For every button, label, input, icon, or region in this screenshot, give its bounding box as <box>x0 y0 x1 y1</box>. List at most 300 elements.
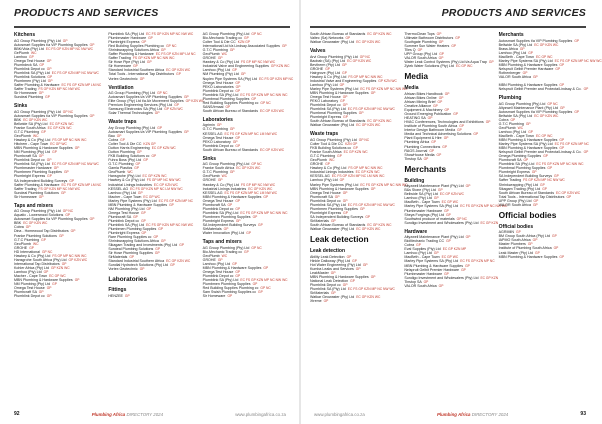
region-codes: GP <box>251 96 257 101</box>
company-entry <box>310 299 397 303</box>
company-name: Institute of Plumbing South Africa <box>404 124 458 129</box>
company-name: Plumbmal Plumbing Supplies <box>202 96 250 101</box>
company-entry <box>203 294 290 298</box>
company-name: MBN Plumbing & Hardware Supplies <box>404 263 464 268</box>
company-name: Altyzwell Maintenance Plant (Pty) Ltd <box>404 235 464 240</box>
company-name: NM Plumbing (Pty) Ltd <box>202 72 239 77</box>
region-codes: GP <box>252 214 258 219</box>
company-name: KESSEL AG <box>202 190 223 195</box>
region-codes: GP <box>47 78 53 83</box>
region-codes: GP <box>554 174 559 179</box>
company-name: Sundeal Plumbing <box>14 95 44 100</box>
company-name: Plumblink SA (Pty) Ltd <box>14 162 50 167</box>
company-name: Cobra <box>14 225 24 230</box>
region-codes: GP <box>38 194 44 199</box>
company-name: Autosmart Supplies t/a VIP Plumbing Supplies <box>14 217 88 222</box>
region-codes: EC GP KZN WC <box>260 147 285 152</box>
company-name: Marley Pipe Systems SA (Pty) Ltd <box>498 142 553 147</box>
region-codes: GP <box>433 196 439 201</box>
company-name: Omega Test House <box>202 80 234 85</box>
region-codes: GP <box>444 108 450 113</box>
company-name: Sir Hose Plumbing Supplies <box>108 251 153 256</box>
company-name: UPP Group (Pty) Ltd <box>498 198 532 203</box>
company-name: Macher - Cape Town <box>14 273 48 278</box>
website-url[interactable]: www.plumbingafrica.co.za <box>235 411 286 417</box>
region-codes: GP <box>141 210 146 215</box>
company-name: Plumbmen Plumbing Supplies <box>202 214 251 219</box>
region-codes: GP <box>263 265 269 270</box>
company-name: GROHE <box>14 245 28 250</box>
company-name: Dina - Homewood Tap Distributors <box>14 229 69 234</box>
category-heading: Media <box>404 85 419 92</box>
category-heading: Laboratories <box>202 116 233 123</box>
region-codes: GP <box>116 133 122 138</box>
region-codes: GP <box>47 74 53 79</box>
category-heading: Taps and mixers <box>202 239 242 246</box>
page-footer <box>14 410 286 418</box>
region-codes: WC <box>32 133 39 138</box>
region-codes: GP <box>62 38 68 43</box>
company-name: Sundial Hydrotech Solutions (Pty) Ltd <box>108 263 169 268</box>
region-codes: GP KZN WC <box>50 265 70 270</box>
company-name: Water Innovation (Pty) Ltd <box>202 231 245 236</box>
company-name: MBN Plumbing & Hardware Supplies <box>498 146 558 151</box>
category-section <box>498 82 589 92</box>
region-codes: GP <box>359 206 365 211</box>
region-codes: GP <box>339 82 345 87</box>
region-codes: GP <box>137 190 143 195</box>
region-codes: GP <box>176 72 181 77</box>
company-name: Creative Alliance <box>404 104 432 109</box>
region-codes: GP <box>146 206 152 211</box>
region-codes: EC GP KZN WC <box>347 58 372 63</box>
company-name: Plumblink SA (Pty) Ltd <box>14 70 50 75</box>
company-name: Shrinkwrapping Solutions Africa <box>108 239 159 244</box>
company-name: Plumbmaster Hardware <box>404 208 443 213</box>
company-name: National Leak Detection <box>310 278 349 283</box>
region-codes: FS GP KZN MP NC NW WC <box>38 186 81 191</box>
category-section <box>14 32 101 99</box>
region-codes: GP NC <box>157 91 168 96</box>
company-name: Macher - Cape Town <box>108 194 142 199</box>
company-entry <box>203 148 290 152</box>
company-name: MBN Plumbing & Hardware Supplies <box>202 265 262 270</box>
company-name: VALOR South Africa <box>404 283 437 288</box>
company-name: KESSEL AG <box>202 131 223 136</box>
category-heading: Fittings <box>108 287 127 294</box>
company-name: Plumblink SA (Pty) Ltd <box>498 162 535 167</box>
company-name: VALOR South Africa <box>404 56 437 61</box>
region-codes: GP <box>43 269 49 274</box>
company-name: AG Group Plumbing (Pty) Ltd <box>14 38 61 43</box>
region-codes: GP <box>89 42 95 47</box>
company-name: South African Bureau of Standards <box>310 119 366 124</box>
company-name: Plumblink SA (Pty) Ltd <box>108 32 145 36</box>
company-name: Hairgrove (Pty) Ltd <box>310 70 341 75</box>
region-codes: GP <box>542 186 547 191</box>
region-codes: EC FS GP KZN MP NC LM NW WC <box>224 131 278 136</box>
region-codes: EC FS GP KZN MP LM NC <box>61 182 102 187</box>
region-codes: GP NC <box>456 216 468 221</box>
region-codes: GP <box>439 52 444 57</box>
region-codes: GP <box>133 64 138 69</box>
region-codes: GP <box>232 261 237 266</box>
region-codes: EC FS GP KZN MP NC NW WC <box>146 32 194 36</box>
company-name: International Ltd t/a Lindsay Associated Supplies <box>202 44 280 49</box>
company-name: Industrial Linings Industries <box>202 186 247 191</box>
region-codes: GP <box>47 174 52 179</box>
company-name: Plumbmal Plumbing Supplies <box>310 111 357 116</box>
company-name: Institute of Plumbing South Africa <box>498 246 552 251</box>
region-codes: GP <box>46 58 52 63</box>
region-codes: GP <box>459 124 465 129</box>
region-codes: GP <box>559 82 565 87</box>
company-name: Sir Homeware <box>108 64 132 69</box>
region-codes: WC <box>221 253 228 258</box>
company-name: Bevtherm (Pty) Ltd <box>310 62 340 67</box>
company-name: SirMaterials <box>108 255 128 260</box>
company-name: Plumbmaster Hardware <box>14 166 52 171</box>
region-codes: GP <box>52 282 57 287</box>
region-codes: GP <box>453 112 459 117</box>
company-name: AG Group Plumbing (Pty) Ltd <box>14 109 61 114</box>
region-codes: GP <box>227 202 233 207</box>
company-name: Omega Test House <box>14 286 45 291</box>
company-name: Watkar Geowaster (Pty) Ltd <box>310 40 355 45</box>
region-codes: GP NC <box>251 32 262 36</box>
region-codes: GP <box>559 137 565 142</box>
company-name: Plant Equipment & Hire <box>404 136 442 141</box>
company-name: Altyzwell Maintenance Plant (Pty) Ltd <box>404 184 464 189</box>
company-name: Bellwide SA (Pty) Ltd <box>498 42 533 47</box>
category-section <box>108 276 195 284</box>
region-codes: GP <box>74 146 80 151</box>
company-name: MBN Plumbing & Hardware Supplies <box>108 202 168 207</box>
category-section <box>499 224 586 259</box>
company-name: ThermoClean Tops <box>404 32 435 36</box>
region-codes: EC GP KZN WC <box>151 146 176 151</box>
category-section <box>404 165 491 174</box>
company-name: Sir Homeware <box>202 294 226 299</box>
region-codes: GP <box>427 116 433 121</box>
company-name: Plumblink SA (Pty) Ltd <box>310 107 346 112</box>
company-name: NM Plumbing (Pty) Ltd <box>14 150 51 155</box>
region-codes: GP <box>444 91 450 96</box>
company-name: Plumblink Depot cc <box>202 88 234 93</box>
region-codes: EC GP WC <box>441 200 459 205</box>
region-codes: FS GP MP NC NW WC <box>348 166 383 171</box>
category-section <box>498 95 589 207</box>
website-url[interactable]: www.plumbingafrica.co.za <box>314 411 365 417</box>
company-name: Hinkle Dalloway (Pty) Ltd <box>310 258 351 263</box>
region-codes: GP <box>438 95 444 100</box>
region-codes: EC GP KZN WC <box>356 227 381 232</box>
company-name: GeoPlumb <box>310 158 327 163</box>
company-name: Vortex Geotechnic <box>108 267 138 272</box>
region-codes: GP <box>543 154 548 159</box>
region-codes: GP <box>527 242 533 247</box>
company-name: Elite Group (Pty) Ltd t/a Air Movement Supplies <box>108 99 184 104</box>
company-name: Omega Test House <box>108 210 140 215</box>
company-name: Leak Master (Pty) Ltd <box>498 250 534 255</box>
region-codes: EC FS GP KZN MP LM NC <box>155 52 196 57</box>
region-codes: GP <box>555 66 561 71</box>
company-name: South African Bureau of Standards <box>498 190 554 195</box>
region-codes: GP <box>29 54 34 59</box>
region-codes: GP <box>438 56 444 61</box>
company-name: GeoPlumb <box>202 52 220 57</box>
company-name: G.T.C Plumbing <box>498 121 524 126</box>
company-name: Lamhoo (Pty) Ltd <box>14 269 42 274</box>
company-name: Autosmart Supplies t/a VIP Plumbing Supplies <box>498 109 573 114</box>
region-codes: GP <box>258 222 263 227</box>
region-codes: GP <box>583 150 589 155</box>
region-codes: FS GP MP NC NW WC <box>52 253 87 258</box>
company-name: Lamhoo (Pty) Ltd <box>310 82 338 87</box>
region-codes: GP <box>136 150 142 155</box>
company-name: Marley Pipe Systems SA (Pty) Ltd <box>404 204 459 209</box>
region-codes: WC <box>127 170 133 175</box>
company-name: HEATING SA <box>404 116 426 121</box>
company-name: Sikagam Trading and Investments (Pty) Ltd <box>108 243 178 248</box>
company-name: Samsung Electronics SA (Pty) Ltd <box>108 107 163 112</box>
company-name: Omega Test House <box>310 190 341 195</box>
company-name: Plumbmaster Hardware <box>108 36 147 41</box>
company-name: Colter Tool & Die CC <box>108 142 142 147</box>
region-codes: EC GP KZN WC <box>236 166 261 171</box>
region-codes: GP <box>148 36 153 41</box>
company-name: Omega Test House <box>310 95 341 100</box>
company-name: MBN Plumbing & Hardware Supplies <box>310 274 369 279</box>
region-codes: GP <box>346 254 352 259</box>
company-name: BBK <box>14 221 22 226</box>
company-name: UPP Group (Pty) Ltd <box>404 52 438 57</box>
listing-columns <box>310 28 602 404</box>
company-name: Equipment & Machinery <box>404 108 443 113</box>
company-name: Plumbmaster Hardware <box>404 271 443 276</box>
company-name: Dutton Plumbing <box>108 150 135 155</box>
region-codes: FS GP MP NC NW WC <box>52 138 87 143</box>
region-codes: GP <box>519 46 525 51</box>
region-codes: GP <box>240 72 246 77</box>
company-name: G.T.C Plumbing <box>202 127 228 132</box>
region-codes: FS GP MP NC NW WC <box>146 178 181 183</box>
category-section <box>203 156 290 235</box>
region-codes: EC FS GP KZN MP NC NW WC <box>554 58 602 63</box>
company-name: Plumblink SA (Pty) Ltd <box>202 92 239 97</box>
company-name: Rothenberger <box>498 70 521 75</box>
company-name: Plumblink Depot cc <box>14 66 45 71</box>
company-name: Interior Design Bathroom Media <box>404 128 456 133</box>
company-name: Kumba Leaks and Services <box>310 266 354 271</box>
company-name: Bellwide SA (Pty) Ltd <box>498 113 533 118</box>
region-codes: GP <box>235 84 241 89</box>
category-heading: Official bodies <box>498 223 534 230</box>
company-name: Sam Swish Plumbing Supplies cc <box>202 290 256 295</box>
region-codes: GP <box>325 162 330 167</box>
company-entry <box>108 267 195 271</box>
category-heading: Hardware <box>404 228 428 235</box>
region-codes: GP <box>353 146 358 151</box>
company-name: Marley Pipe Systems SA (Pty) Ltd <box>404 259 459 264</box>
category-heading: Sinks <box>14 103 28 110</box>
company-name: Cobra <box>108 137 119 142</box>
region-codes: GP <box>235 198 241 203</box>
company-name: HD International <box>14 249 40 254</box>
region-codes: GP <box>146 60 152 65</box>
company-name: FKB Building Solutions cc <box>310 146 352 151</box>
region-codes: EC GP KZN WC <box>355 170 380 175</box>
region-codes: GP <box>444 271 449 276</box>
company-name: MBN Plumbing & Hardware Supplies <box>498 62 558 67</box>
region-codes: GP KZN WC <box>164 107 183 112</box>
region-codes: GP <box>155 247 161 252</box>
region-codes: EC GP KZN WC <box>47 125 72 130</box>
company-name: African Bikes Handbook <box>404 91 443 96</box>
region-codes: GP <box>229 170 235 175</box>
region-codes: GP <box>528 50 533 55</box>
publication-name <box>437 412 508 417</box>
region-codes: GP <box>552 234 557 239</box>
company-name: Lamhoo (Pty) Ltd <box>108 190 136 195</box>
region-codes: EC GP WC <box>441 255 459 260</box>
region-codes: GP NC <box>62 109 74 114</box>
company-entry <box>203 109 290 113</box>
company-name: Eval Supplies (Pty) Ltd <box>404 247 441 252</box>
company-name: South African Bureau of Standards <box>202 108 258 113</box>
region-codes: EC GP KZN <box>480 220 499 225</box>
company-name: Plumbmen Plumbing Supplies <box>108 227 157 232</box>
region-codes: GP <box>535 250 540 255</box>
publication-edition: DIRECTORY 2024 <box>126 411 164 417</box>
region-codes: GP <box>423 156 429 161</box>
region-codes: EC FS GP KZN MP NC NW WC <box>146 222 194 227</box>
company-name: GROHE <box>202 56 216 61</box>
region-codes: GP <box>263 194 269 199</box>
region-codes: GP NC <box>359 54 371 59</box>
company-name: Hawkey & Co (Pty) Ltd <box>202 182 240 187</box>
region-codes: GP <box>342 95 348 100</box>
company-name: Nuplex Pipe Systems SA (Pty) Ltd <box>202 76 257 81</box>
region-codes: GP <box>38 290 44 295</box>
region-codes: GP <box>325 66 330 71</box>
region-codes: EC FS GP KZN MP NC <box>460 259 495 264</box>
company-name: Autosmart Supplies t/a VIP Plumbing Supplies <box>498 38 573 43</box>
company-name: MBN Plumbing & Hardware Supplies <box>202 194 262 199</box>
company-name: MBN Plumbing & Hardware Supplies <box>14 278 73 283</box>
region-codes: GP <box>436 152 442 157</box>
region-codes: EC GP KZN WC <box>166 259 191 264</box>
region-codes: GP <box>528 129 533 134</box>
company-name: Aquatic - Lowerwood Solutions <box>14 213 64 218</box>
company-name: Tiles Q <box>404 48 416 53</box>
region-codes: GP <box>174 103 180 108</box>
page-title: PRODUCTS AND SERVICES <box>14 7 159 19</box>
listing-column <box>498 32 602 404</box>
region-codes: FS GP MP NC NW WC <box>241 60 276 65</box>
company-name: Sundigo Investment and Wholesalers (Pty) Ltd <box>404 275 479 280</box>
region-codes: GP <box>461 267 466 272</box>
region-codes: WC <box>221 174 228 179</box>
company-name: Hitchem - Cape Town <box>14 142 49 147</box>
company-name: Lamhoo <box>14 54 27 59</box>
company-name: Master Plumbers <box>498 242 526 247</box>
region-codes: GP <box>216 123 222 128</box>
category-heading: Plumbing <box>498 95 522 102</box>
region-codes: EC GP KZN WC <box>556 190 581 195</box>
region-codes: GP <box>358 111 364 116</box>
region-codes: EC FS GP KZN MP NC LM NW WC <box>130 186 183 191</box>
company-name: GePlumb <box>14 50 29 55</box>
region-codes: GP <box>41 129 46 134</box>
company-name: Omega Test House <box>202 135 234 140</box>
company-name: Ground Emerging Publication <box>404 112 452 117</box>
company-name: Plumbmen Plumbing Supplies <box>202 282 251 287</box>
company-name: SANS/Irmaal <box>202 104 224 109</box>
region-codes: GP <box>343 210 348 215</box>
company-name: HENZEE <box>108 293 123 298</box>
region-codes: GP <box>217 178 223 183</box>
company-name: Shrinkwrapping Solutions Africa <box>108 48 159 53</box>
region-codes: GP <box>154 251 160 256</box>
region-codes: EC GP KZN WC <box>23 221 48 226</box>
company-name: Nelspruit Gelbit Premier and Protecta/Lindsay & Co. <box>498 87 582 92</box>
company-name: Franke Plumbing Solutions <box>14 233 57 238</box>
region-codes: GP <box>158 227 164 232</box>
region-codes: GP <box>129 255 135 260</box>
region-codes: GP <box>157 125 163 130</box>
company-name: Lamhoo (Pty) Ltd <box>404 196 432 201</box>
region-codes: GP <box>431 140 437 145</box>
right-page <box>300 0 600 424</box>
category-section <box>404 228 499 288</box>
region-codes: GP <box>58 233 64 238</box>
region-codes: GP <box>566 194 572 199</box>
region-codes: WC <box>32 241 39 246</box>
region-codes: GP <box>223 227 229 232</box>
company-name: Red Building Supplies Plumbing cc <box>202 100 259 105</box>
company-name: PEKO Laboratory <box>310 99 339 104</box>
region-codes: GP <box>330 270 336 275</box>
region-codes: GP <box>154 111 160 116</box>
region-codes: GP <box>533 198 539 203</box>
company-name: Sheya Forgings (Pty) Ltd <box>404 212 445 217</box>
region-codes: GP <box>473 132 479 137</box>
region-codes: GP <box>45 95 50 100</box>
company-name: HVAC Conferences, Technologies and Exhibitions <box>404 120 484 125</box>
category-section <box>498 32 602 79</box>
company-entry <box>310 227 397 231</box>
region-codes: GP <box>438 40 444 45</box>
region-codes: KZN GP <box>345 142 358 147</box>
company-name: MBN Plumbing & Hardware Supplies <box>310 91 369 96</box>
company-name: South African Bureau of Standards <box>310 222 366 227</box>
region-codes: EC FS GP KZN MP NC NW WC <box>347 107 395 112</box>
company-name: Plumblink Depot cc <box>202 143 234 148</box>
publication-edition: DIRECTORY 2024 <box>471 411 509 417</box>
company-name: Plumbright Express <box>310 210 342 215</box>
region-codes: EC GP KZN WC <box>142 174 167 179</box>
company-name: MBN Plumbing & Hardware Supplies <box>498 82 558 87</box>
region-codes: GP NC <box>251 245 262 250</box>
region-codes: EC GP KZN WC <box>367 222 392 227</box>
company-name: IAPMO South Africa <box>498 238 531 243</box>
company-name: Valtec (Sa) Networks <box>310 36 344 41</box>
category-heading: Merchants <box>498 32 524 38</box>
region-codes: GP KZN WC <box>378 78 397 83</box>
company-name: Rare Plumbing Supplies cc <box>108 235 152 240</box>
company-name: Plumbright Express <box>202 218 234 223</box>
